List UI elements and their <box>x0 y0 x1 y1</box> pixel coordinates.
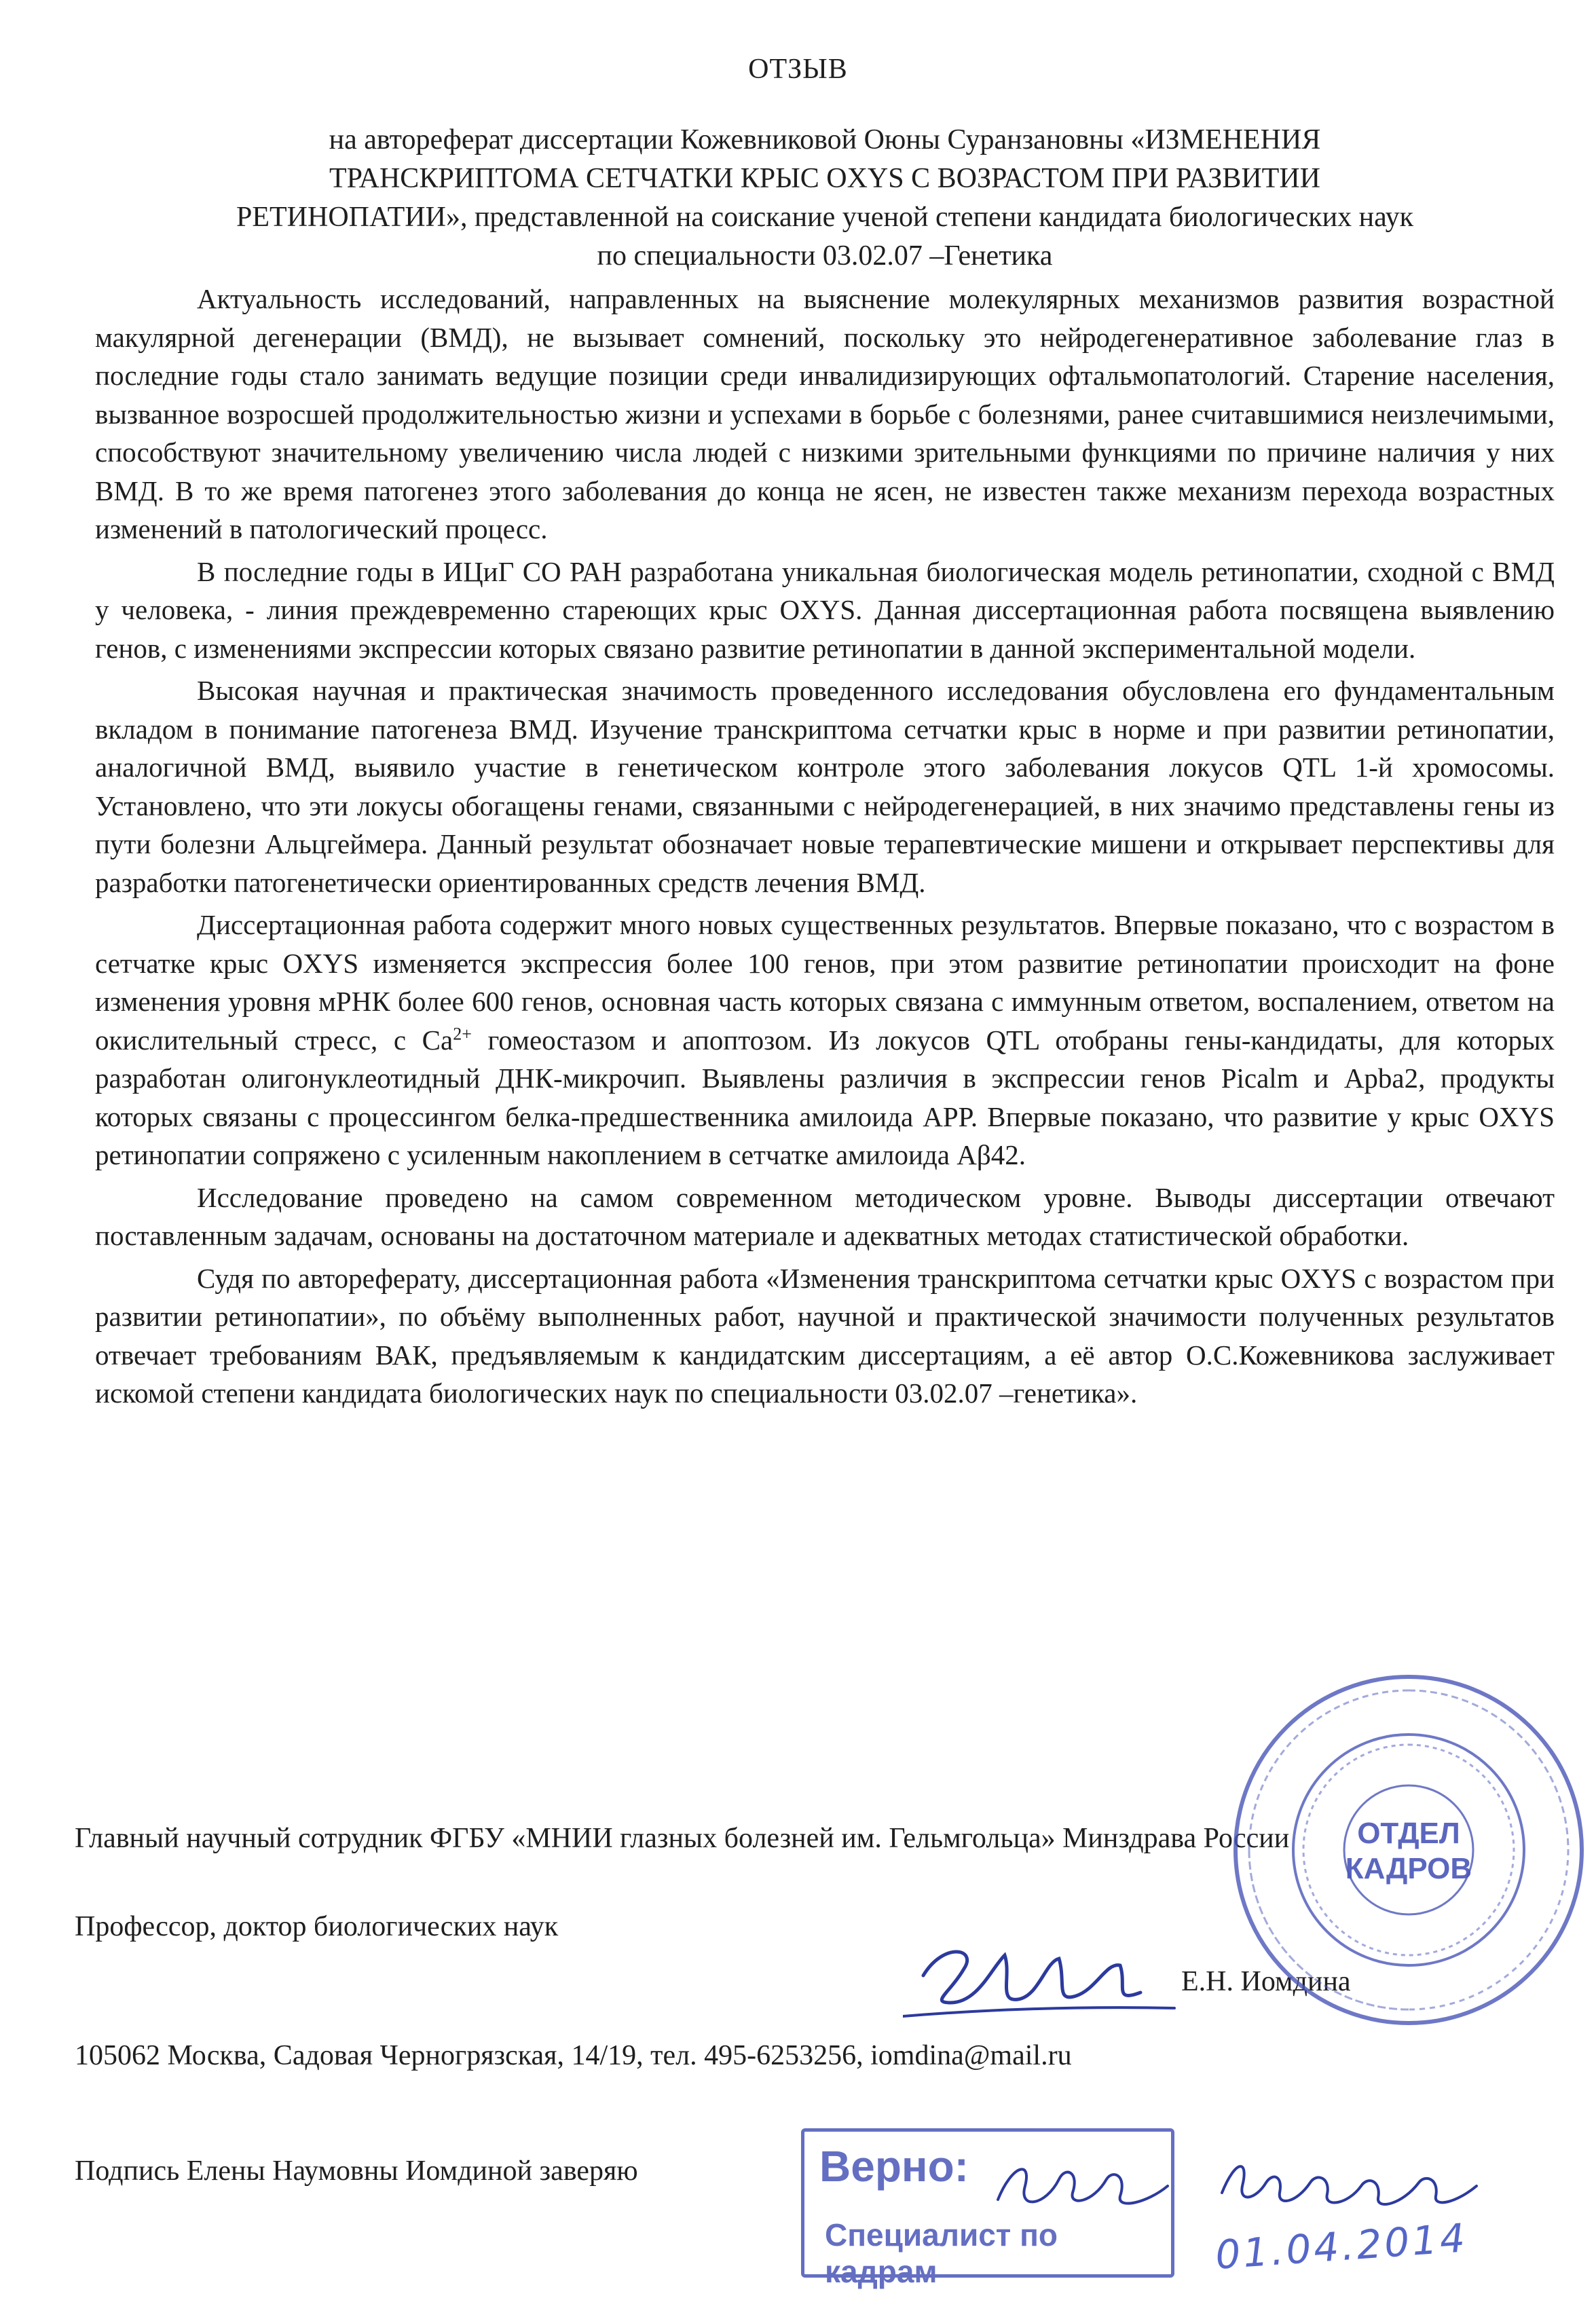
paragraph-conclusion: Судя по автореферату, диссертационная работа «Изменения транскриптома сетчатки крыс OXYS с возрастом при развитии ретинопатии», по объёму выполненных работ, научной и практической значимости полученных результатов отвечает требованиям ВАК, предъявляемым к кандидатским диссертациям, а её автор О.С.Кожевникова заслуживает искомой степени кандидата биологических наук по специальности 03.02.07 –генетика». <box>95 1262 1555 1409</box>
round-seal-stamp <box>1219 1660 1596 2040</box>
signer-position: Главный научный сотрудник ФГБУ «МНИИ глазных болезней им. Гельмгольца» Минздрава России <box>75 1823 1290 1854</box>
hr-surname-handwriting <box>1215 2145 1487 2220</box>
review-body <box>95 280 1555 1417</box>
handwritten-signature <box>903 1928 1188 2030</box>
seal-center-line-1: ОТДЕЛ <box>1357 1817 1460 1850</box>
calcium-superscript: 2+ <box>453 1023 472 1043</box>
paragraph-relevance: Актуальность исследований, направленных на выяснение молекулярных механизмов развития возрастной макулярной дегенерации (ВМД), не вызывает сомнений, поскольку это нейродегенеративное заболевание глаз в последние годы стало занимать ведущие позиции среди инвалидизирующих офтальмопатологий. Старение населения, вызванное возросшей продолжительностью жизни и успехами в борьбе с болезнями, ранее считавшимися неизлечимыми, способствуют значительному увеличению числа людей с низкими зрительными функциями по причине наличия у них ВМД. В то же время патогенез этого заболевания до конца не ясен, не известен также механизм перехода возрастных изменений в патологический процесс. <box>95 283 1555 544</box>
header-line-4: по специальности 03.02.07 –Генетика <box>597 240 1053 272</box>
signer-address: 105062 Москва, Садовая Черногрязская, 14/19, тел. 495-6253256, iomdina@mail.ru <box>75 2040 1072 2071</box>
header-line-2: ТРАНСКРИПТОМА СЕТЧАТКИ КРЫС OXYS С ВОЗРАСТОМ ПРИ РАЗВИТИИ <box>329 163 1320 194</box>
hr-signature-scribble <box>984 2138 1188 2227</box>
verification-stamp-role: Специалист по кадрам <box>825 2217 1058 2289</box>
paragraph-results-part-1: Диссертационная работа содержит много новых существенных результатов. Впервые показано, что с возрастом в сетчатке крыс OXYS изменяется экспрессия более 100 генов, при этом развитие ретинопатии происходит на фоне изменения уровня мРНК более 600 генов, основная часть которых связана с иммунным ответом, воспалением, ответом на окислительный стресс, с Ca <box>95 909 1555 1056</box>
header-line-3: РЕТИНОПАТИИ», представленной на соискание ученой степени кандидата биологических наук <box>236 202 1413 233</box>
seal-center-line-2: КАДРОВ <box>1345 1852 1472 1885</box>
certification-line: Подпись Елены Наумовны Иомдиной заверяю <box>75 2155 638 2187</box>
document-title: ОТЗЫВ <box>748 54 848 85</box>
handwritten-date: 01.04.2014 <box>1214 2214 1470 2278</box>
verification-stamp-title: Верно: <box>819 2142 969 2191</box>
signer-degree: Профессор, доктор биологических наук <box>75 1911 559 1942</box>
paragraph-significance: Высокая научная и практическая значимость проведенного исследования обусловлена его фундаментальным вкладом в понимание патогенеза ВМД. Изучение транскриптома сетчатки крыс в норме и при развитии ретинопатии, аналогичной ВМД, выявило участие в генетическом контроле этого заболевания локусов QTL 1-й хромосомы. Установлено, что эти локусы обогащены генами, связанными с нейродегенерацией, в них значимо представлены гены из пути болезни Альцгеймера. Данный результат обозначает новые терапевтические мишени и открывает перспективы для разработки патогенетически ориентированных средств лечения ВМД. <box>95 675 1555 898</box>
document-header <box>95 121 1555 276</box>
paragraph-methods: Исследование проведено на самом современном методическом уровне. Выводы диссертации отвечают поставленным задачам, основаны на достаточном материале и адекватных методах статистической обработки. <box>95 1181 1555 1251</box>
signer-name: Е.Н. Иомдина <box>1181 1966 1351 1997</box>
paragraph-model: В последние годы в ИЦиГ СО РАН разработана уникальная биологическая модель ретинопатии, сходной с ВМД у человека, - линия преждевременно стареющих крыс OXYS. Данная диссертационная работа посвящена выявлению генов, с изменениями экспрессии которых связано развитие ретинопатии в данной экспериментальной модели. <box>95 555 1555 664</box>
header-line-1: на автореферат диссертации Кожевниковой Оюны Суранзановны «ИЗМЕНЕНИЯ <box>329 124 1321 155</box>
paragraph-results-part-2: гомеостазом и апоптозом. Из локусов QTL отобраны гены-кандидаты, для которых разработан олигонуклеотидный ДНК-микрочип. Выявлены различия в экспрессии генов Picalm и Apba2, продукты которых связаны с процессингом белка-предшественника амилоида APP. Впервые показано, что развитие у крыс OXYS ретинопатии сопряжено с усиленным накоплением в сетчатке амилоида Aβ42. <box>95 1024 1555 1170</box>
paragraph-results <box>95 906 1555 1174</box>
